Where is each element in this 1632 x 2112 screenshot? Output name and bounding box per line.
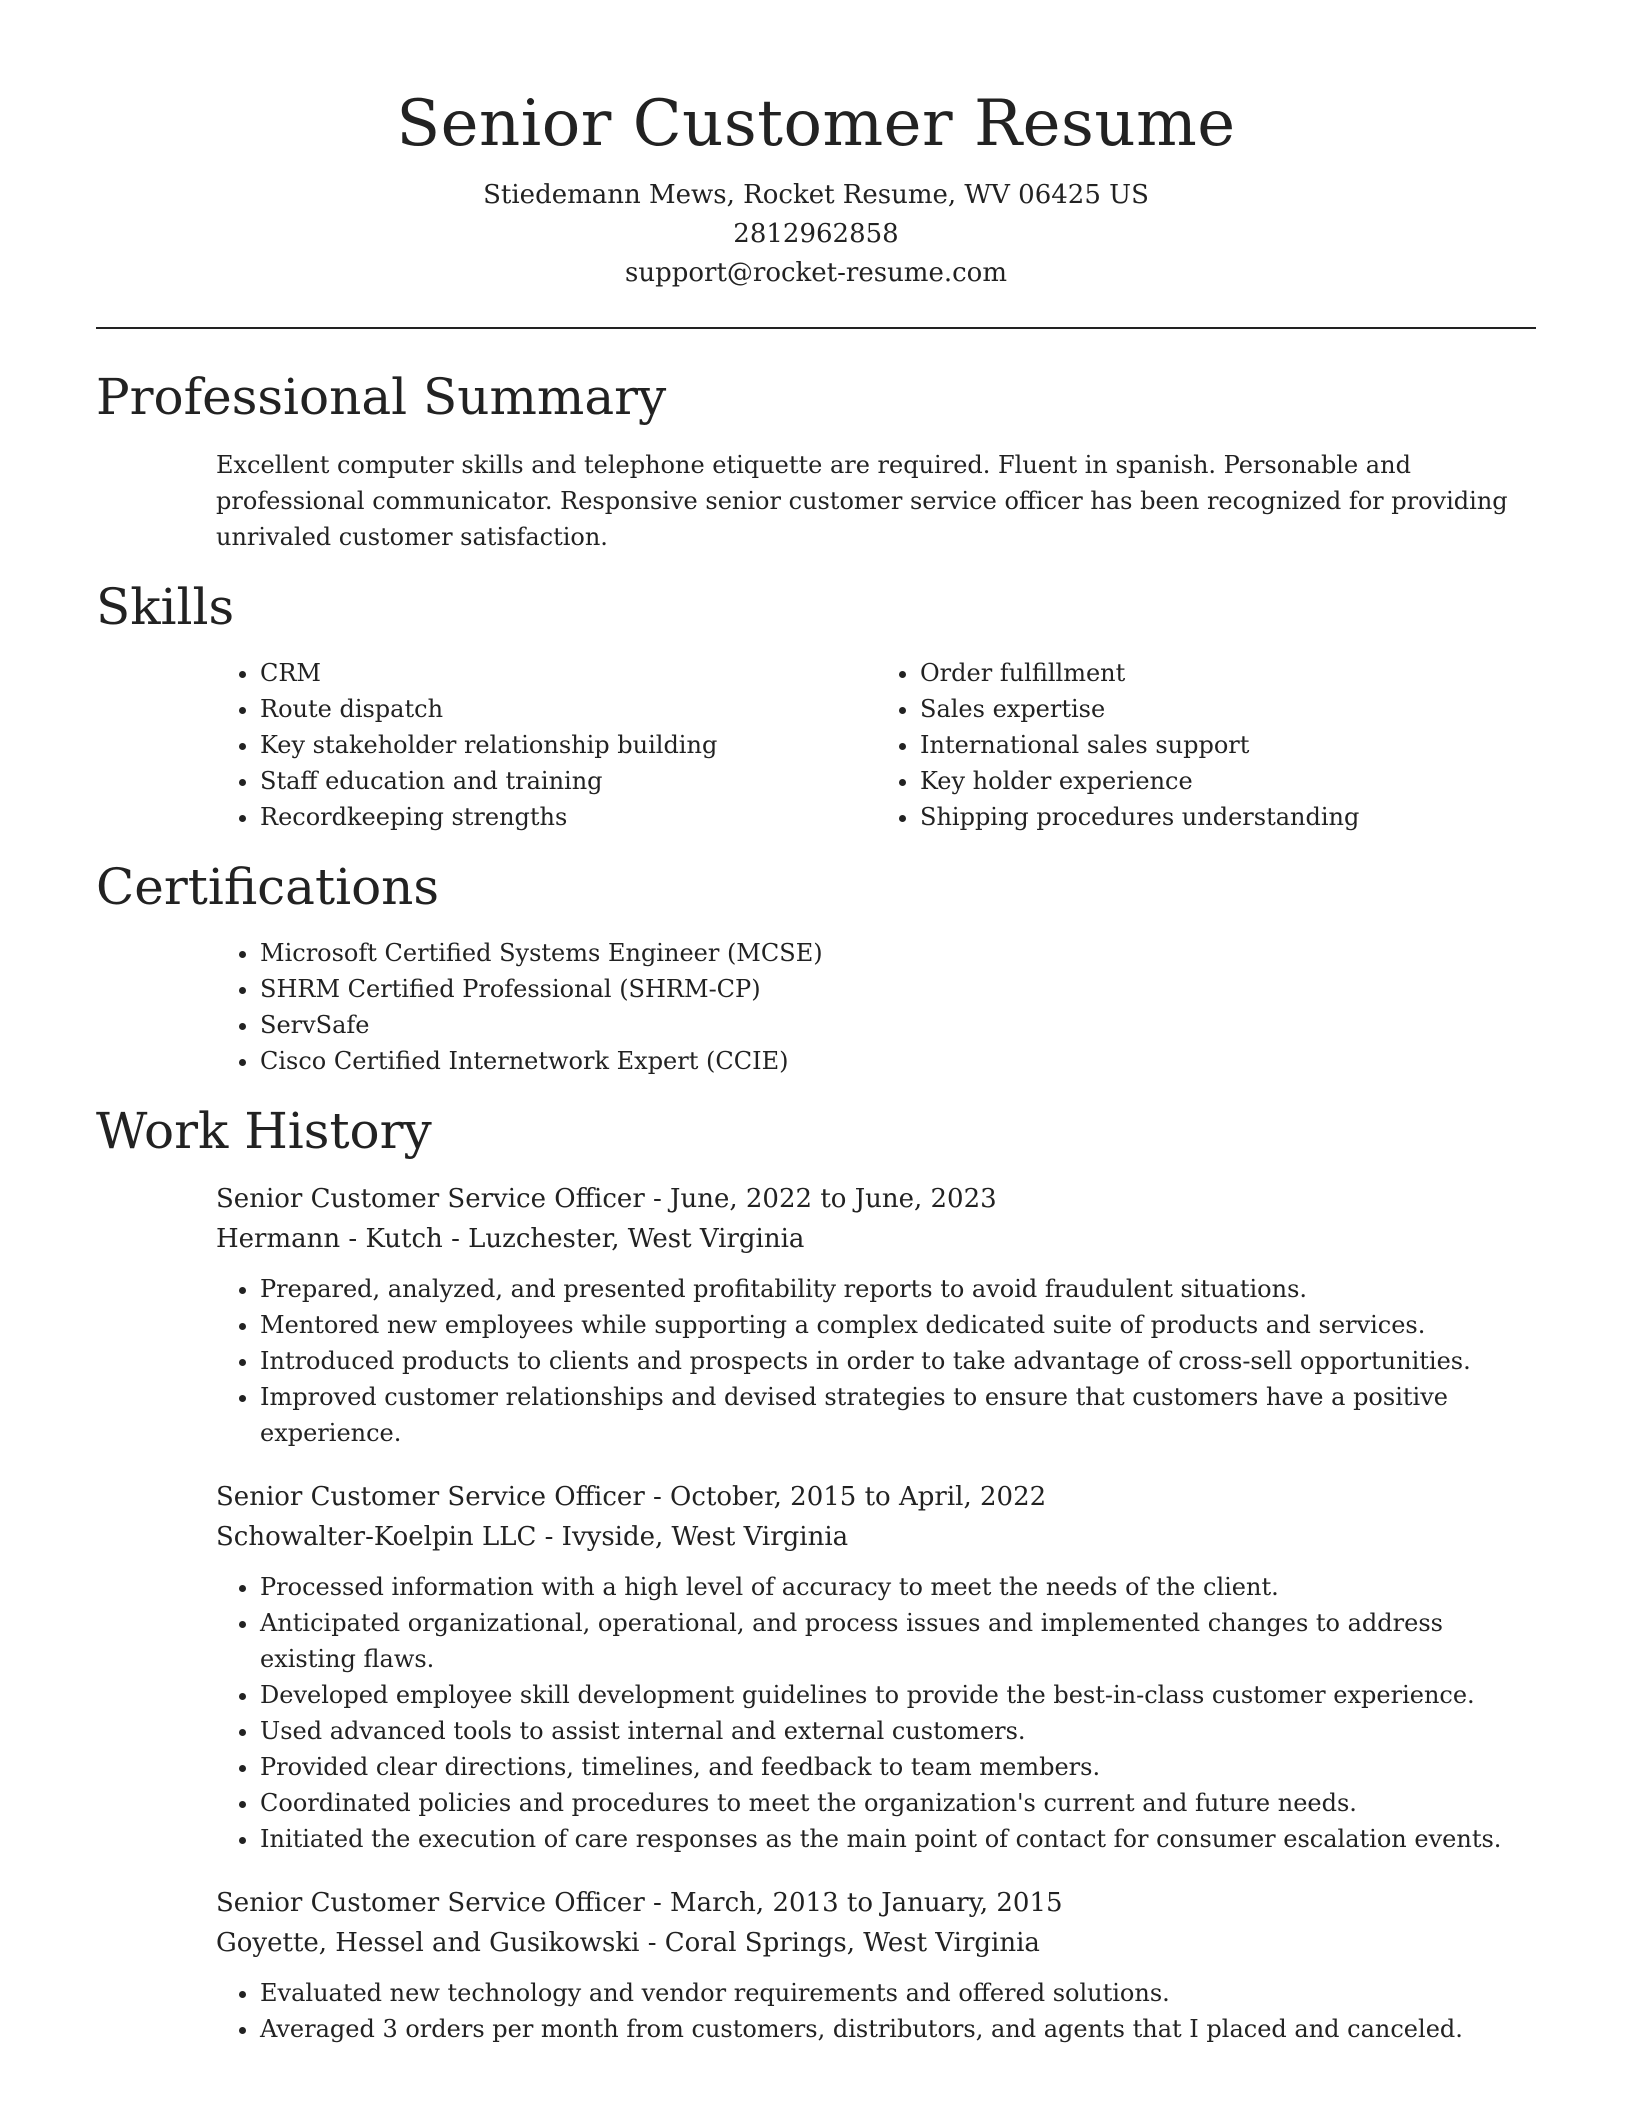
resume-header — [0, 0, 1632, 293]
job-title-line: Senior Customer Service Officer - March, 2013 to January, 2015 — [216, 1888, 1063, 1918]
skills-heading: Skills — [96, 578, 235, 636]
job-bullet: • Provided clear directions, timelines, and feedback to team members. — [260, 1749, 1536, 1785]
job-bullets — [216, 1569, 1536, 1857]
job-company-line: Schowalter-Koelpin LLC - Ivyside, West Virginia — [216, 1522, 849, 1552]
job-company-line: Hermann - Kutch - Luzchester, West Virginia — [216, 1224, 805, 1254]
skill-item: • Order fulfillment — [920, 655, 1536, 691]
skills-columns — [216, 655, 1536, 835]
job-company-line: Goyette, Hessel and Gusikowski - Coral Springs, West Virginia — [216, 1928, 1040, 1958]
skill-item: • Sales expertise — [920, 691, 1536, 727]
job-bullets — [216, 1975, 1536, 2047]
work-history-heading: Work History — [96, 1102, 432, 1160]
certifications-list — [216, 935, 1536, 1079]
skill-item: • CRM — [260, 655, 876, 691]
contact-email: support@rocket-resume.com — [624, 258, 1007, 288]
job-bullet: • Introduced products to clients and prospects in order to take advantage of cross-sell opportunities. — [260, 1343, 1536, 1379]
resume-title: Senior Customer Resume — [396, 87, 1236, 161]
skill-item: • International sales support — [920, 727, 1536, 763]
job-bullet: • Developed employee skill development guidelines to provide the best-in-class customer experience. — [260, 1677, 1536, 1713]
job-entry — [216, 1179, 1536, 1451]
certification-item: • Cisco Certified Internetwork Expert (CCIE) — [260, 1043, 1536, 1079]
summary-text: Excellent computer skills and telephone etiquette are required. Fluent in spanish. Personable and professional communicator. Responsive senior customer service officer has been recognized for providing unrivaled customer satisfaction. — [216, 451, 1508, 551]
header-divider — [96, 327, 1536, 329]
job-bullet: • Evaluated new technology and vendor requirements and offered solutions. — [260, 1975, 1536, 2011]
job-bullet: • Prepared, analyzed, and presented profitability reports to avoid fraudulent situations. — [260, 1271, 1536, 1307]
job-title-line: Senior Customer Service Officer - June, 2022 to June, 2023 — [216, 1184, 997, 1214]
job-bullet: • Averaged 3 orders per month from customers, distributors, and agents that I placed and canceled. — [260, 2011, 1536, 2047]
contact-block — [0, 176, 1632, 293]
job-bullet: • Coordinated policies and procedures to meet the organization's current and future needs. — [260, 1785, 1536, 1821]
job-bullet: • Anticipated organizational, operational, and process issues and implemented changes to address existing flaws. — [260, 1605, 1536, 1677]
job-entry — [216, 1883, 1536, 2047]
contact-phone: 2812962858 — [733, 219, 899, 249]
certification-item: • Microsoft Certified Systems Engineer (MCSE) — [260, 935, 1536, 971]
skills-list-right — [876, 655, 1536, 835]
skills-section — [0, 577, 1632, 835]
job-bullet: • Initiated the execution of care responses as the main point of contact for consumer escalation events. — [260, 1821, 1536, 1857]
summary-section — [0, 367, 1632, 555]
certifications-heading: Certifications — [96, 858, 440, 916]
job-bullet: • Mentored new employees while supporting a complex dedicated suite of products and services. — [260, 1307, 1536, 1343]
skills-list-left — [216, 655, 876, 835]
certification-item: • SHRM Certified Professional (SHRM-CP) — [260, 971, 1536, 1007]
job-title-line: Senior Customer Service Officer - October, 2015 to April, 2022 — [216, 1482, 1047, 1512]
certification-item: • ServSafe — [260, 1007, 1536, 1043]
job-bullet: • Used advanced tools to assist internal and external customers. — [260, 1713, 1536, 1749]
skill-item: • Route dispatch — [260, 691, 876, 727]
job-entry — [216, 1477, 1536, 1857]
skill-item: • Recordkeeping strengths — [260, 799, 876, 835]
skill-item: • Key stakeholder relationship building — [260, 727, 876, 763]
certifications-section — [0, 857, 1632, 1079]
job-bullet: • Improved customer relationships and devised strategies to ensure that customers have a positive experience. — [260, 1379, 1536, 1451]
job-bullet: • Processed information with a high level of accuracy to meet the needs of the client. — [260, 1569, 1536, 1605]
skill-item: • Key holder experience — [920, 763, 1536, 799]
skill-item: • Staff education and training — [260, 763, 876, 799]
work-history-section — [0, 1101, 1632, 2047]
certifications-block — [216, 935, 1536, 1079]
summary-heading: Professional Summary — [96, 368, 667, 426]
skill-item: • Shipping procedures understanding — [920, 799, 1536, 835]
job-bullets — [216, 1271, 1536, 1451]
contact-address: Stiedemann Mews, Rocket Resume, WV 06425 US — [483, 180, 1149, 210]
